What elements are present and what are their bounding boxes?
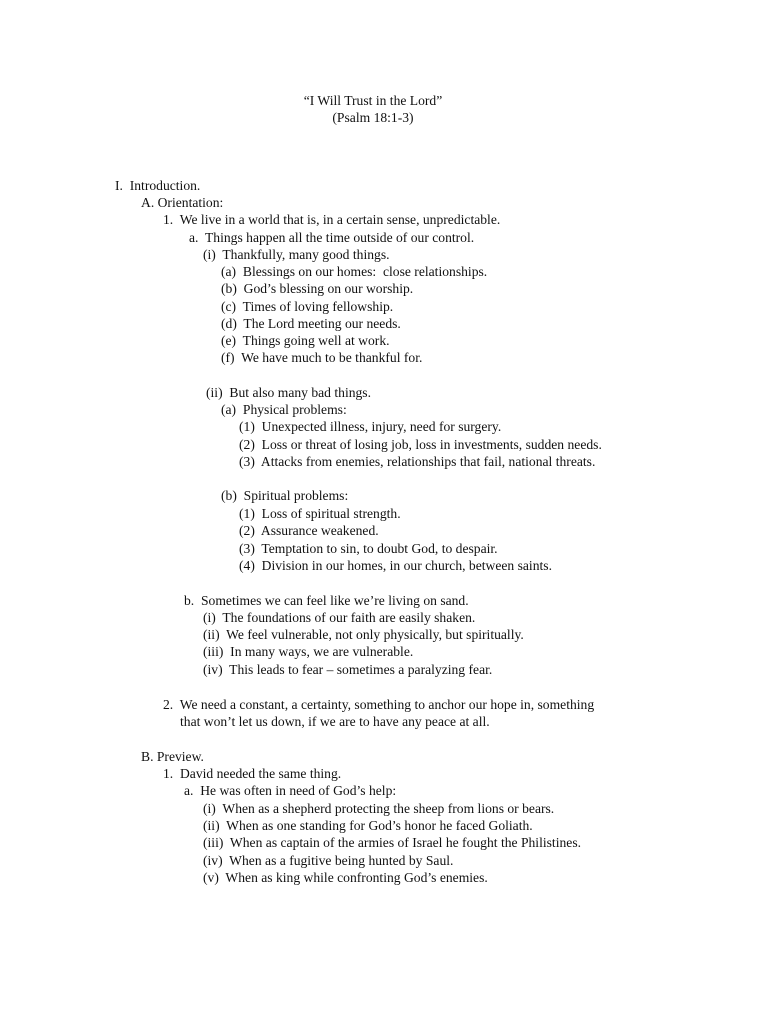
outline-item: (2) Assurance weakened. xyxy=(239,523,379,538)
outline-point: 2. We need a constant, a certainty, something to anchor our hope in, something xyxy=(163,697,595,712)
outline-item: (a) Physical problems: xyxy=(221,402,347,417)
outline-item: (ii) We feel vulnerable, not only physically, but spiritually. xyxy=(203,627,524,642)
outline-item: (ii) When as one standing for God’s honor he faced Goliath. xyxy=(203,818,533,833)
outline-point-continued: that won’t let us down, if we are to have any peace at all. xyxy=(180,714,490,729)
outline-item: (iv) This leads to fear – sometimes a paralyzing fear. xyxy=(203,662,493,677)
outline-item: (v) When as king while confronting God’s enemies. xyxy=(203,870,488,885)
outline-item: (2) Loss or threat of losing job, loss in investments, sudden needs. xyxy=(239,437,602,452)
outline-heading-preview: B. Preview. xyxy=(141,749,204,764)
title-block xyxy=(0,92,746,126)
outline-point: 1. David needed the same thing. xyxy=(163,766,342,781)
outline-item: (iii) When as captain of the armies of Israel he fought the Philistines. xyxy=(203,835,582,850)
document-subtitle: (Psalm 18:1-3) xyxy=(332,110,414,125)
outline-item: (4) Division in our homes, in our church, between saints. xyxy=(239,558,552,573)
outline-item: (iv) When as a fugitive being hunted by Saul. xyxy=(203,853,454,868)
outline-item: (3) Temptation to sin, to doubt God, to despair. xyxy=(239,541,498,556)
outline-item: (d) The Lord meeting our needs. xyxy=(221,316,401,331)
outline-item: (1) Loss of spiritual strength. xyxy=(239,506,401,521)
outline-heading-orientation: A. Orientation: xyxy=(141,195,224,210)
outline-subpoint: a. Things happen all the time outside of our control. xyxy=(189,230,475,245)
outline-item: (c) Times of loving fellowship. xyxy=(221,299,394,314)
outline-subpoint: b. Sometimes we can feel like we’re living on sand. xyxy=(184,593,469,608)
outline-item: (a) Blessings on our homes: close relationships. xyxy=(221,264,488,279)
outline-item: (ii) But also many bad things. xyxy=(206,385,371,400)
outline-heading-introduction: I. Introduction. xyxy=(115,178,201,193)
outline-subpoint: a. He was often in need of God’s help: xyxy=(184,783,397,798)
outline-item: (b) Spiritual problems: xyxy=(221,488,349,503)
outline-item: (i) The foundations of our faith are easily shaken. xyxy=(203,610,476,625)
outline-item: (i) When as a shepherd protecting the sheep from lions or bears. xyxy=(203,801,555,816)
outline-point: 1. We live in a world that is, in a certain sense, unpredictable. xyxy=(163,212,501,227)
outline-item: (1) Unexpected illness, injury, need for surgery. xyxy=(239,419,502,434)
outline-item: (b) God’s blessing on our worship. xyxy=(221,281,414,296)
outline-item: (i) Thankfully, many good things. xyxy=(203,247,390,262)
outline-item: (e) Things going well at work. xyxy=(221,333,390,348)
outline-item: (f) We have much to be thankful for. xyxy=(221,350,423,365)
outline-item: (3) Attacks from enemies, relationships that fail, national threats. xyxy=(239,454,596,469)
outline-item: (iii) In many ways, we are vulnerable. xyxy=(203,644,414,659)
document-title: “I Will Trust in the Lord” xyxy=(303,93,443,108)
